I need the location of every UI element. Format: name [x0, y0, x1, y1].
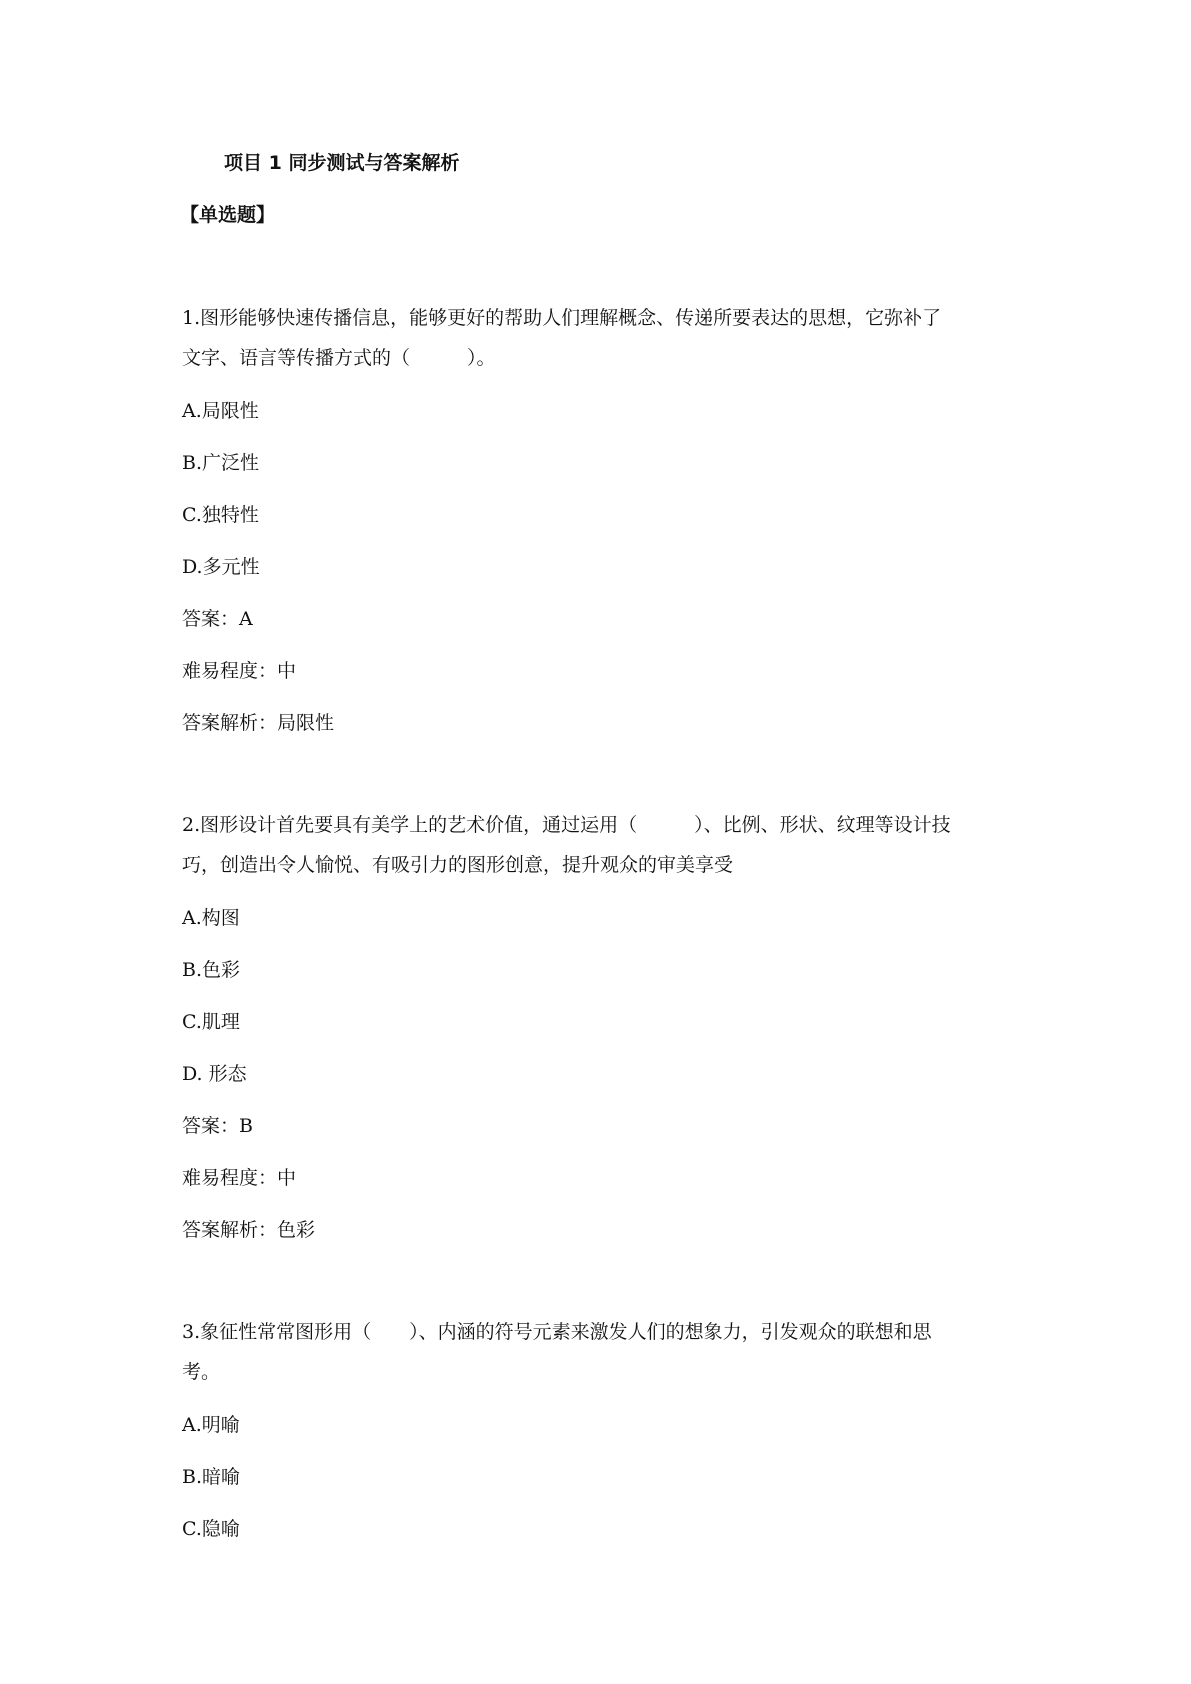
question-1-stem-line-2: 文字、语言等传播方式的（ ）。 [182, 347, 496, 369]
question-2-answer: 答案：B [182, 1115, 253, 1137]
question-3-stem-line-1: 3.象征性常常图形用（ ）、内涵的符号元素来激发人们的想象力，引发观众的联想和思 [182, 1321, 932, 1343]
question-3-option-a: A.明喻 [182, 1414, 240, 1436]
question-2-stem-line-1: 2.图形设计首先要具有美学上的艺术价值，通过运用（ ）、比例、形状、纹理等设计技 [182, 814, 951, 836]
question-2-option-b: B.色彩 [182, 959, 241, 981]
question-2-option-c: C.肌理 [182, 1011, 240, 1033]
question-2-difficulty: 难易程度：中 [182, 1167, 297, 1189]
question-3-option-c: C.隐喻 [182, 1518, 240, 1540]
question-2-analysis: 答案解析：色彩 [182, 1219, 316, 1241]
question-1-stem-line-1: 1.图形能够快速传播信息，能够更好的帮助人们理解概念、传递所要表达的思想，它弥补了 [182, 307, 942, 329]
section-heading: 【单选题】 [180, 204, 276, 226]
question-1-option-c: C.独特性 [182, 504, 259, 526]
question-1-analysis: 答案解析：局限性 [182, 712, 335, 734]
question-1-option-b: B.广泛性 [182, 452, 260, 474]
question-1-option-d: D.多元性 [182, 556, 260, 578]
question-1-option-a: A.局限性 [182, 400, 259, 422]
question-2-stem-line-2: 巧，创造出令人愉悦、有吸引力的图形创意，提升观众的审美享受 [182, 854, 734, 876]
question-3-stem-line-2: 考。 [182, 1361, 221, 1383]
question-1-answer: 答案：A [182, 608, 253, 630]
question-3-option-b: B.暗喻 [182, 1466, 241, 1488]
question-2-option-a: A.构图 [182, 907, 240, 929]
question-2-option-d: D. 形态 [182, 1063, 247, 1085]
document-title: 项目 1 同步测试与答案解析 [224, 152, 460, 174]
question-1-difficulty: 难易程度：中 [182, 660, 297, 682]
